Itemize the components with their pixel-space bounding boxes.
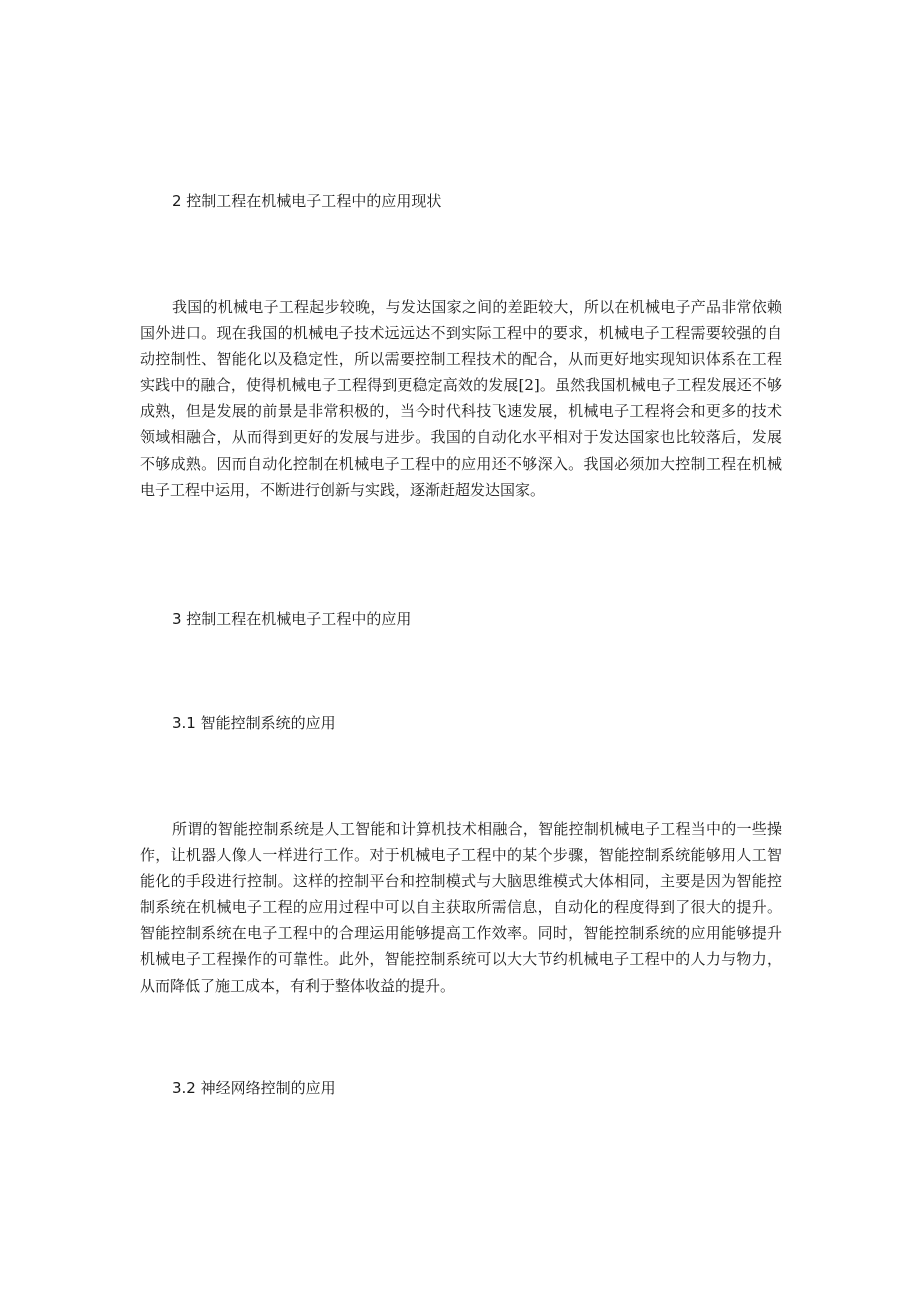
body-paragraph-2: 我国的机械电子工程起步较晚，与发达国家之间的差距较大，所以在机械电子产品非常依赖国外进口。现在我国的机械电子技术远远达不到实际工程中的要求，机械电子工程需要较强的自动控制性、智能化以及稳定性，所以需要控制工程技术的配合，从而更好地实现知识体系在工程实践中的融合，使得机械电子工程得到更稳定高效的发展[2]。虽然我国机械电子工程发展还不够成熟，但是发展的前景是非常积极的，当今时代科技飞速发展，机械电子工程将会和更多的技术领域相融合，从而得到更好的发展与进步。我国的自动化水平相对于发达国家也比较落后，发展不够成熟。因而自动化控制在机械电子工程中的应用还不够深入。我国必须加大控制工程在机械电子工程中运用，不断进行创新与实践，逐渐赶超发达国家。 [140,298,782,499]
section-heading-2: 2 控制工程在机械电子工程中的应用现状 [172,192,442,210]
section-heading-3-1: 3.1 智能控制系统的应用 [172,714,336,732]
body-paragraph-3-1: 所谓的智能控制系统是人工智能和计算机技术相融合，智能控制机械电子工程当中的一些操作，让机器人像人一样进行工作。对于机械电子工程中的某个步骤，智能控制系统能够用人工智能化的手段进行控制。这样的控制平台和控制模式与大脑思维模式大体相同，主要是因为智能控制系统在机械电子工程的应用过程中可以自主获取所需信息，自动化的程度得到了很大的提升。智能控制系统在电子工程中的合理运用能够提高工作效率。同时，智能控制系统的应用能够提升机械电子工程操作的可靠性。此外，智能控制系统可以大大节约机械电子工程中的人力与物力，从而降低了施工成本，有利于整体收益的提升。 [140,820,782,995]
section-heading-3-2: 3.2 神经网络控制的应用 [172,1079,336,1097]
section-heading-3: 3 控制工程在机械电子工程中的应用 [172,610,412,628]
